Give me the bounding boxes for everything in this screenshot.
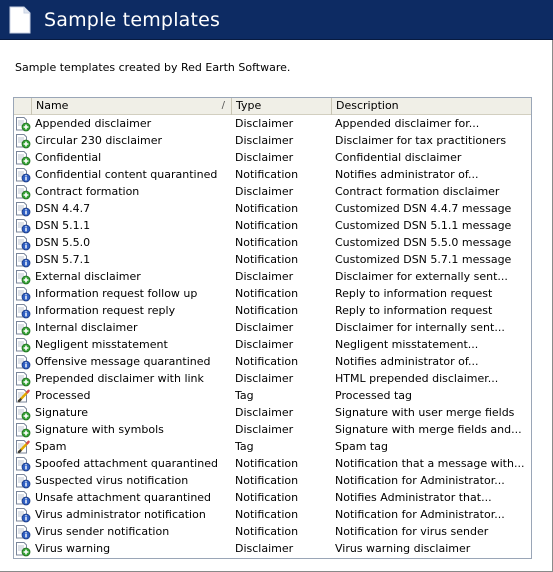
row-description: Customized DSN 4.4.7 message: [335, 202, 512, 215]
row-name: Information request follow up: [35, 287, 198, 300]
notification-icon: [15, 251, 31, 268]
disclaimer-icon: [15, 404, 31, 421]
row-type: Disclaimer: [235, 372, 294, 385]
table-row[interactable]: [14, 489, 531, 506]
row-type: Notification: [235, 474, 299, 487]
table-row[interactable]: [14, 166, 531, 183]
row-description: Customized DSN 5.5.0 message: [335, 236, 512, 249]
document-icon: [8, 6, 32, 34]
row-name: Spoofed attachment quarantined: [35, 457, 218, 470]
row-name: Signature with symbols: [35, 423, 164, 436]
row-description: Notifies administrator of...: [335, 355, 479, 368]
row-name: Virus administrator notification: [35, 508, 206, 521]
disclaimer-icon: [15, 183, 31, 200]
header-name-label: Name: [36, 99, 69, 112]
templates-list[interactable]: [13, 97, 532, 559]
table-row[interactable]: [14, 421, 531, 438]
row-description: Customized DSN 5.7.1 message: [335, 253, 512, 266]
disclaimer-icon: [15, 319, 31, 336]
header-name[interactable]: [32, 98, 232, 115]
disclaimer-icon: [15, 370, 31, 387]
notification-icon: [15, 506, 31, 523]
row-description: Signature with merge fields and...: [335, 423, 522, 436]
row-name: Confidential: [35, 151, 102, 164]
row-description: Processed tag: [335, 389, 413, 402]
row-description: Notification for Administrator...: [335, 508, 505, 521]
tag-icon: [15, 438, 31, 455]
row-type: Notification: [235, 253, 299, 266]
notification-icon: [15, 200, 31, 217]
row-name: Offensive message quarantined: [35, 355, 211, 368]
row-name: Virus sender notification: [35, 525, 170, 538]
header-description-label: Description: [336, 99, 399, 112]
row-type: Notification: [235, 304, 299, 317]
row-name: Processed: [35, 389, 91, 402]
disclaimer-icon: [15, 540, 31, 557]
row-type: Disclaimer: [235, 185, 294, 198]
row-type: Disclaimer: [235, 151, 294, 164]
table-row[interactable]: [14, 200, 531, 217]
notification-icon: [15, 489, 31, 506]
row-name: Spam: [35, 440, 67, 453]
row-type: Notification: [235, 236, 299, 249]
table-row[interactable]: [14, 336, 531, 353]
row-description: Notifies Administrator that...: [335, 491, 492, 504]
disclaimer-icon: [15, 115, 31, 132]
table-row[interactable]: [14, 540, 531, 557]
table-row[interactable]: [14, 319, 531, 336]
row-type: Notification: [235, 287, 299, 300]
notification-icon: [15, 285, 31, 302]
row-description: Virus warning disclaimer: [335, 542, 471, 555]
notification-icon: [15, 234, 31, 251]
row-name: Internal disclaimer: [35, 321, 138, 334]
notification-icon: [15, 166, 31, 183]
notification-icon: [15, 353, 31, 370]
title-bar: [0, 0, 553, 40]
row-name: Appended disclaimer: [35, 117, 152, 130]
row-name: Virus warning: [35, 542, 111, 555]
table-row[interactable]: [14, 387, 531, 404]
table-row[interactable]: [14, 438, 531, 455]
table-row[interactable]: [14, 285, 531, 302]
row-description: HTML prepended disclaimer...: [335, 372, 499, 385]
row-name: DSN 5.1.1: [35, 219, 91, 232]
row-type: Disclaimer: [235, 134, 294, 147]
row-description: Appended disclaimer for...: [335, 117, 480, 130]
row-type: Notification: [235, 491, 299, 504]
header-icon-column[interactable]: [14, 98, 32, 115]
table-row[interactable]: [14, 251, 531, 268]
table-row[interactable]: [14, 234, 531, 251]
row-type: Tag: [235, 389, 254, 402]
table-row[interactable]: [14, 268, 531, 285]
row-name: Contract formation: [35, 185, 140, 198]
notification-icon: [15, 472, 31, 489]
row-description: Signature with user merge fields: [335, 406, 515, 419]
table-row[interactable]: [14, 183, 531, 200]
row-description: Customized DSN 5.1.1 message: [335, 219, 512, 232]
row-name: Confidential content quarantined: [35, 168, 218, 181]
list-header: [14, 98, 531, 115]
window-title: Sample templates: [44, 9, 221, 31]
row-name: DSN 5.7.1: [35, 253, 91, 266]
table-row[interactable]: [14, 149, 531, 166]
table-row[interactable]: [14, 132, 531, 149]
table-row[interactable]: [14, 302, 531, 319]
disclaimer-icon: [15, 132, 31, 149]
sort-indicator: /: [221, 100, 225, 111]
row-type: Disclaimer: [235, 423, 294, 436]
row-description: Disclaimer for externally sent...: [335, 270, 508, 283]
row-name: Unsafe attachment quarantined: [35, 491, 212, 504]
row-type: Disclaimer: [235, 117, 294, 130]
row-name: DSN 5.5.0: [35, 236, 91, 249]
notification-icon: [15, 217, 31, 234]
row-description: Notification for virus sender: [335, 525, 489, 538]
table-row[interactable]: [14, 472, 531, 489]
row-description: Reply to information request: [335, 287, 493, 300]
notification-icon: [15, 455, 31, 472]
row-description: Spam tag: [335, 440, 388, 453]
row-name: Negligent misstatement: [35, 338, 168, 351]
row-description: Notifies administrator of...: [335, 168, 479, 181]
table-row[interactable]: [14, 523, 531, 540]
row-type: Notification: [235, 457, 299, 470]
row-name: External disclaimer: [35, 270, 141, 283]
row-name: Signature: [35, 406, 89, 419]
row-type: Disclaimer: [235, 542, 294, 555]
row-type: Notification: [235, 202, 299, 215]
row-description: Contract formation disclaimer: [335, 185, 500, 198]
row-type: Tag: [235, 440, 254, 453]
header-type-label: Type: [236, 99, 262, 112]
row-type: Notification: [235, 525, 299, 538]
row-description: Reply to information request: [335, 304, 493, 317]
table-row[interactable]: [14, 217, 531, 234]
table-row[interactable]: [14, 455, 531, 472]
row-name: Prepended disclaimer with link: [35, 372, 204, 385]
table-row[interactable]: [14, 506, 531, 523]
header-type[interactable]: [232, 98, 332, 115]
row-name: DSN 4.4.7: [35, 202, 91, 215]
row-type: Disclaimer: [235, 321, 294, 334]
list-rows: [14, 115, 531, 557]
row-name: Information request reply: [35, 304, 176, 317]
row-type: Disclaimer: [235, 338, 294, 351]
header-description[interactable]: [332, 98, 531, 115]
notification-icon: [15, 523, 31, 540]
table-row[interactable]: [14, 115, 531, 132]
disclaimer-icon: [15, 268, 31, 285]
row-name: Suspected virus notification: [35, 474, 189, 487]
row-type: Notification: [235, 355, 299, 368]
disclaimer-icon: [15, 421, 31, 438]
row-type: Disclaimer: [235, 406, 294, 419]
table-row[interactable]: [14, 353, 531, 370]
row-description: Negligent misstatement...: [335, 338, 479, 351]
tag-icon: [15, 387, 31, 404]
row-type: Disclaimer: [235, 270, 294, 283]
disclaimer-icon: [15, 336, 31, 353]
intro-text: Sample templates created by Red Earth Software.: [15, 61, 291, 74]
row-description: Disclaimer for internally sent...: [335, 321, 505, 334]
row-description: Notification for Administrator...: [335, 474, 505, 487]
row-type: Notification: [235, 168, 299, 181]
row-description: Confidential disclaimer: [335, 151, 462, 164]
row-type: Notification: [235, 219, 299, 232]
table-row[interactable]: [14, 370, 531, 387]
table-row[interactable]: [14, 404, 531, 421]
disclaimer-icon: [15, 149, 31, 166]
row-type: Notification: [235, 508, 299, 521]
row-name: Circular 230 disclaimer: [35, 134, 163, 147]
notification-icon: [15, 302, 31, 319]
row-description: Disclaimer for tax practitioners: [335, 134, 507, 147]
row-description: Notification that a message with...: [335, 457, 525, 470]
